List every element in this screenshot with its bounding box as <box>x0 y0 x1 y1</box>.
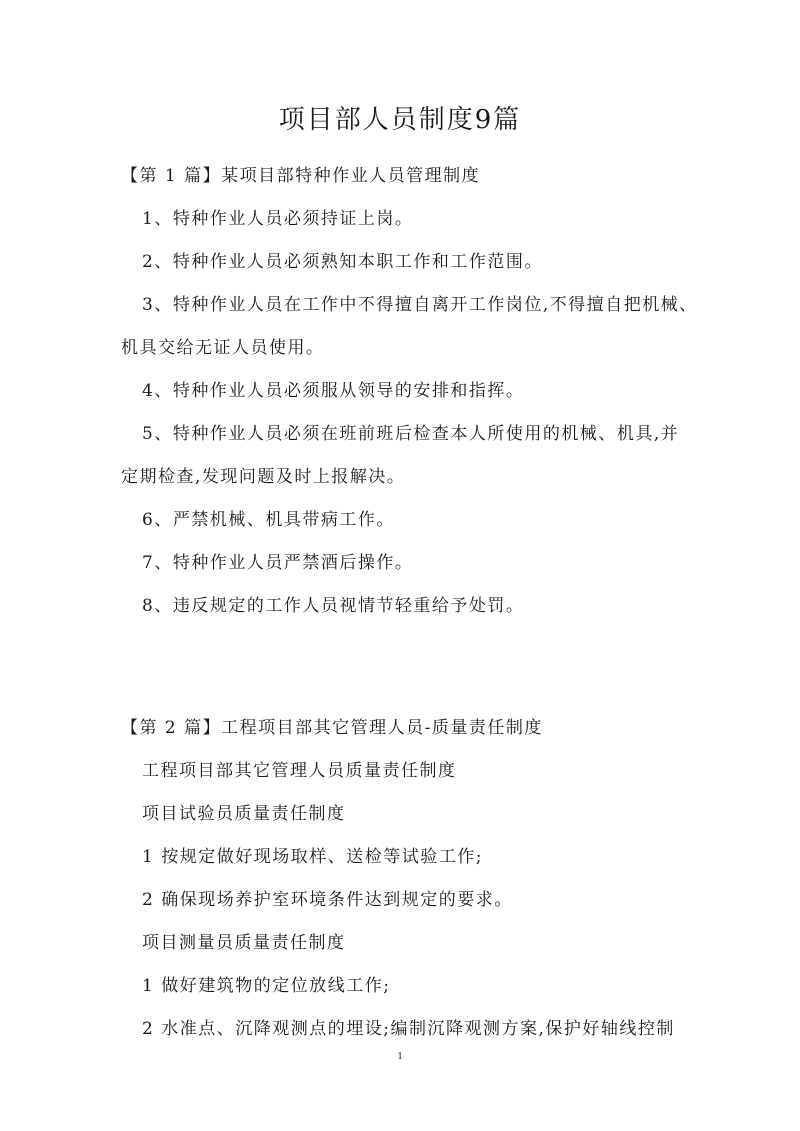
section-heading-1: 【第 1 篇】某项目部特种作业人员管理制度 <box>121 166 481 186</box>
paragraph-line: 2 水准点、沉降观测点的埋设;编制沉降观测方案,保护好轴线控制 <box>142 1019 675 1039</box>
paragraph-line: 4、特种作业人员必须服从领导的安排和指挥。 <box>142 381 525 401</box>
paragraph-line: 7、特种作业人员严禁酒后操作。 <box>142 553 414 573</box>
page-number: 1 <box>397 1050 403 1062</box>
paragraph-line: 项目试验员质量责任制度 <box>142 804 346 824</box>
paragraph-line: 工程项目部其它管理人员质量责任制度 <box>142 761 457 781</box>
paragraph-line: 2、特种作业人员必须熟知本职工作和工作范围。 <box>142 252 543 272</box>
paragraph-line: 1 按规定做好现场取样、送检等试验工作; <box>142 847 483 867</box>
paragraph-line: 定期检查,发现问题及时上报解决。 <box>121 467 406 487</box>
paragraph-line: 机具交给无证人员使用。 <box>121 338 325 358</box>
section-heading-2: 【第 2 篇】工程项目部其它管理人员-质量责任制度 <box>121 718 543 738</box>
paragraph-line: 3、特种作业人员在工作中不得擅自离开工作岗位,不得擅自把机械、 <box>142 295 698 315</box>
paragraph-line: 5、特种作业人员必须在班前班后检查本人所使用的机械、机具,并 <box>142 424 680 444</box>
paragraph-line: 8、违反规定的工作人员视情节轻重给予处罚。 <box>142 596 525 616</box>
document-title: 项目部人员制度9篇 <box>278 105 522 135</box>
paragraph-line: 2 确保现场养护室环境条件达到规定的要求。 <box>142 890 513 910</box>
paragraph-line: 项目测量员质量责任制度 <box>142 933 346 953</box>
paragraph-line: 6、严禁机械、机具带病工作。 <box>142 510 395 530</box>
paragraph-line: 1 做好建筑物的定位放线工作; <box>142 976 391 996</box>
paragraph-line: 1、特种作业人员必须持证上岗。 <box>142 209 414 229</box>
